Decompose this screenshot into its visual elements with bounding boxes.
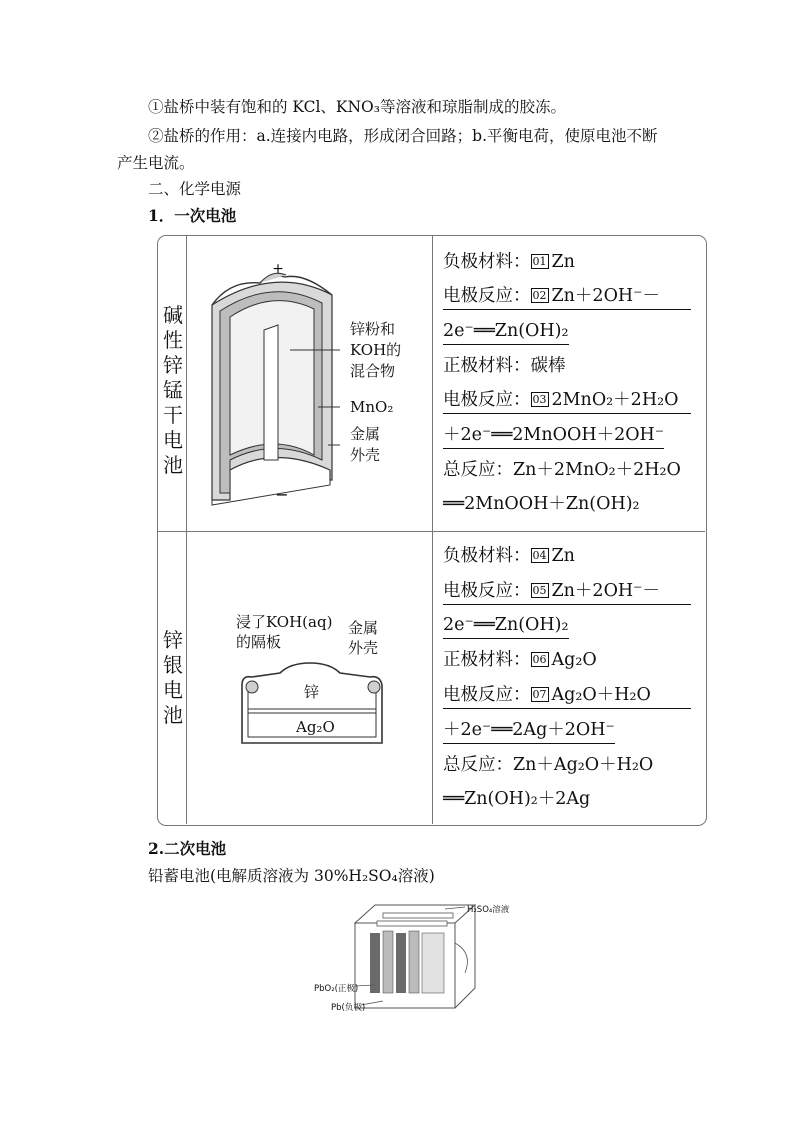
row1-total-a: 总反应：Zn＋2MnO₂＋2H₂O <box>443 460 681 480</box>
subheading-secondary-battery: 2.二次电池 <box>148 839 227 858</box>
row1-name: 碱 性 锌 锰 干 电 池 <box>163 303 183 477</box>
label-shell: 外壳 <box>350 446 381 464</box>
row1-neg-material: 负极材料： 01 Zn <box>443 252 575 272</box>
row2-neg-reaction-a: 电极反应： 05 Zn＋2OH⁻－ <box>443 580 691 605</box>
intro-line-1: ①盐桥中装有饱和的 KCl、KNO₃等溶液和琼脂制成的胶冻。 <box>148 98 566 116</box>
label-shell-2: 外壳 <box>348 639 379 657</box>
label-h2so4: H₂SO₄溶液 <box>467 905 510 915</box>
row1-neg-reaction-a: 电极反应： 02 Zn＋2OH⁻－ <box>443 285 691 310</box>
label-mno2: MnO₂ <box>350 398 394 416</box>
lead-acid-description: 铅蓄电池(电解质溶液为 30%H₂SO₄溶液) <box>148 867 435 885</box>
zinc-manganese-cell-figure <box>200 255 430 515</box>
row2-total-a: 总反应：Zn＋Ag₂O＋H₂O <box>443 755 654 775</box>
label-koh: KOH的 <box>350 341 402 359</box>
row2-total-b: ══Zn(OH)₂＋2Ag <box>443 789 591 809</box>
row1-neg-reaction-b: 2e⁻══Zn(OH)₂ <box>443 320 569 345</box>
col-divider-1 <box>186 236 187 824</box>
row1-pos-reaction-a: 电极反应： 03 2MnO₂＋2H₂O <box>443 389 691 414</box>
label-separator-1: 浸了KOH(aq) <box>236 613 333 631</box>
intro-line-2: ②盐桥的作用：a.连接内电路，形成闭合回路；b.平衡电荷，使原电池不断 <box>148 127 658 145</box>
row2-name: 锌 银 电 池 <box>163 628 183 727</box>
label-separator-2: 的隔板 <box>236 633 282 651</box>
row1-total-b: ══2MnOOH＋Zn(OH)₂ <box>443 494 640 514</box>
label-ag2o: Ag₂O <box>296 718 335 736</box>
row2-neg-material: 负极材料： 04 Zn <box>443 546 575 566</box>
label-metal: 金属 <box>350 425 381 443</box>
row2-pos-reaction-b: ＋2e⁻══2Ag＋2OH⁻ <box>443 719 615 744</box>
intro-line-2b: 产生电流。 <box>117 154 195 172</box>
silver-zinc-cell-figure <box>230 655 400 755</box>
col-divider-2 <box>432 236 433 824</box>
label-pb: Pb(负极) <box>331 1003 366 1013</box>
row2-pos-material: 正极材料： 06 Ag₂O <box>443 650 597 670</box>
row2-neg-reaction-b: 2e⁻══Zn(OH)₂ <box>443 614 569 639</box>
label-metal-2: 金属 <box>348 619 379 637</box>
label-pbo2: PbO₂(正极) <box>314 984 359 994</box>
minus-label: − <box>275 485 289 504</box>
section-heading-2: 二、化学电源 <box>148 180 242 198</box>
row-divider <box>158 531 705 532</box>
label-zinc-powder: 锌粉和 <box>350 320 396 338</box>
subheading-primary-battery: 1．一次电池 <box>148 206 237 225</box>
plus-label: + <box>272 261 284 277</box>
row2-pos-reaction-a: 电极反应： 07 Ag₂O＋H₂O <box>443 684 691 709</box>
label-zinc: 锌 <box>304 683 320 701</box>
label-mixture: 混合物 <box>350 362 396 380</box>
row1-pos-material: 正极材料：碳棒 <box>443 356 566 376</box>
row1-pos-reaction-b: ＋2e⁻══2MnOOH＋2OH⁻ <box>443 424 664 449</box>
